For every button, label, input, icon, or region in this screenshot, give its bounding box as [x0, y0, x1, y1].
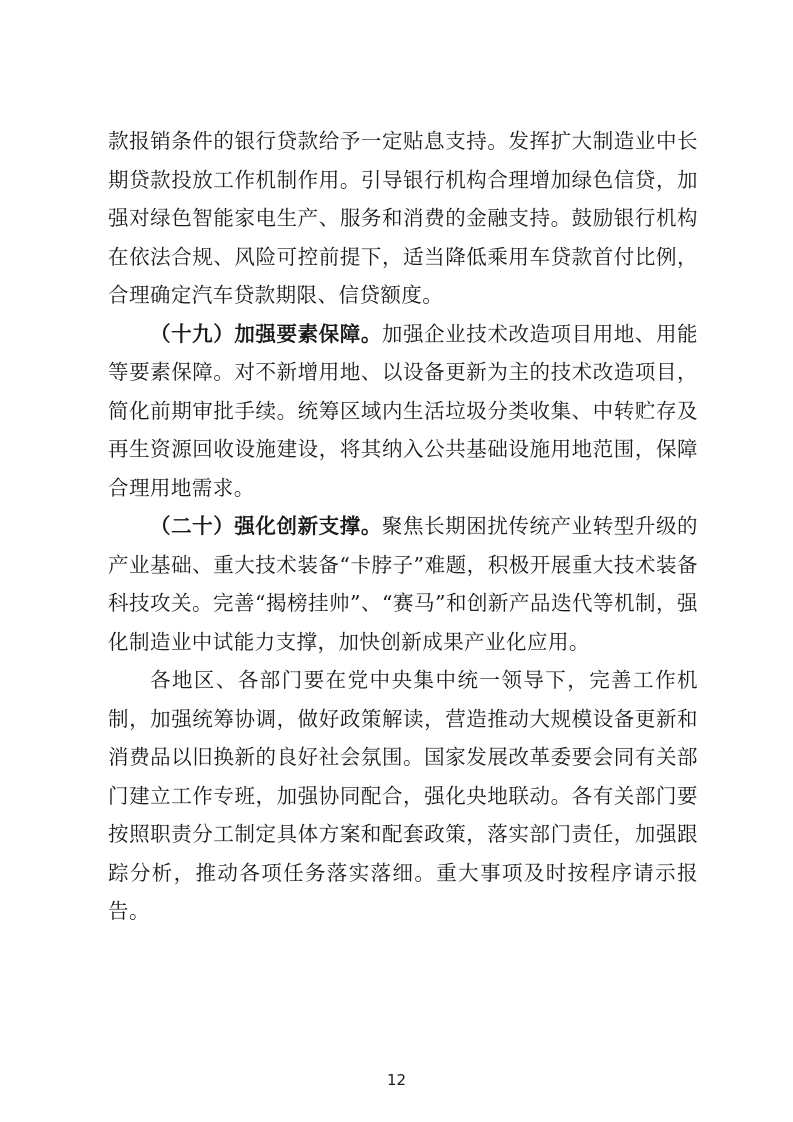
paragraph-section-19: [108, 315, 698, 508]
paragraph-text: 款报销条件的银行贷款给予一定贴息支持。发挥扩大制造业中长期贷款投放工作机制作用。引导银行机构合理增加绿色信贷，加强对绿色智能家电生产、服务和消费的金融支持。鼓励银行机构在依法合规、风险可控前提下，适当降低乘用车贷款首付比例，合理确定汽车贷款期限、信贷额度。: [108, 129, 698, 307]
paragraph-text: 聚焦长期困扰传统产业转型升级的产业基础、重大技术装备“卡脖子”难题，积极开展重大技术装备科技攻关。完善“揭榜挂帅”、“赛马”和创新产品迭代等机制，强化制造业中试能力支撑，加快创新成果产业化应用。: [108, 514, 699, 654]
paragraph-text: 加强企业技术改造项目用地、用能等要素保障。对不新增用地、以设备更新为主的技术改造项目，简化前期审批手续。统筹区域内生活垃圾分类收集、中转贮存及再生资源回收设施建设，将其纳入公共基础设施用地范围，保障合理用地需求。: [108, 321, 699, 500]
paragraph-continuation: [108, 122, 698, 315]
paragraph-closing: [108, 661, 698, 931]
section-heading: （二十）强化创新支撑。: [150, 514, 382, 538]
section-heading: （十九）加强要素保障。: [150, 321, 382, 346]
page-number: 12: [386, 1071, 407, 1089]
document-body: [108, 122, 698, 931]
paragraph-text: 各地区、各部门要在党中央集中统一领导下，完善工作机制，加强统筹协调，做好政策解读，营造推动大规模设备更新和消费品以旧换新的良好社会氛围。国家发展改革委要会同有关部门建立工作专班，加强协同配合，强化央地联动。各有关部门要按照职责分工制定具体方案和配套政策，落实部门责任，加强跟踪分析，推动各项任务落实落细。重大事项及时按程序请示报告。: [108, 668, 698, 923]
paragraph-section-20: [108, 507, 698, 661]
